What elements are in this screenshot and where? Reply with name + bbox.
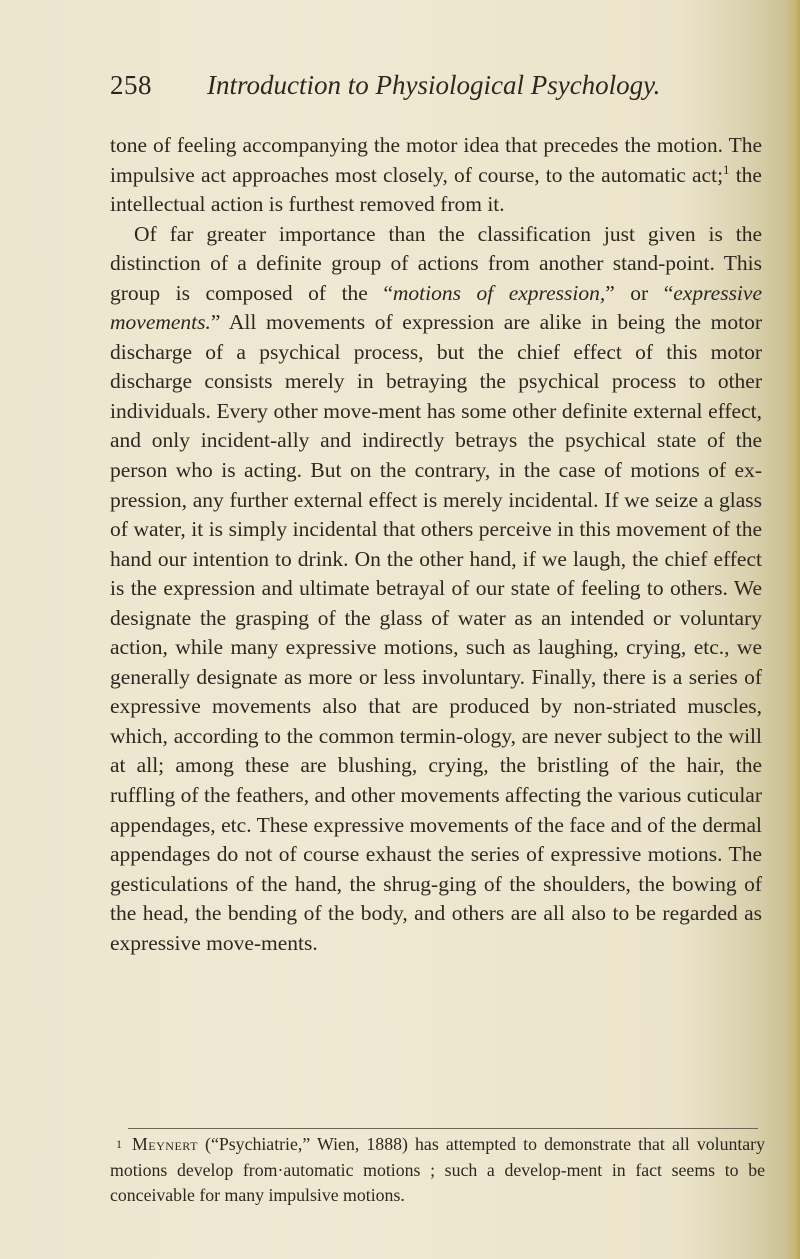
footnote-text: (“Psychiatrie,” Wien, 1888) has attempted to demonstrate that all voluntary motions develop from·automatic motions ; such a develop-ment in fact seems to be conceivable for many impulsive motions.	[110, 1134, 765, 1206]
footnote-author: Meynert	[132, 1134, 198, 1154]
running-title: Introduction to Physiological Psychology.	[207, 70, 661, 100]
italic-phrase-motions-of-expression: motions of expression,	[392, 280, 606, 305]
paragraph-2-part-a: Of far greater importance than the classification just given is the distinction of a definite group of actions from another stand-point. This group is composed of the “	[110, 221, 762, 305]
main-text	[110, 131, 762, 958]
paragraph-1-tail: the intellectual action is furthest removed from it.	[110, 162, 762, 217]
paragraph-2	[110, 220, 762, 959]
page-edge-shadow	[786, 0, 800, 1259]
page-number: 258	[110, 70, 152, 100]
paragraph-2-part-c: ” All movements of expression are alike in being the motor discharge of a psychical process, but the chief effect of this motor discharge consists merely in betraying the psychical process to other individuals. Every other move-ment has some other definite external effect, and only incident-ally and indirectly betrays the psychical state of the person who is acting. But on the contrary, in the case of motions of ex-pression, any further external effect is merely incidental. If we seize a glass of water, it is simply incidental that others perceive in this movement of the hand our intention to drink. On the other hand, if we laugh, the chief effect is the expression and ultimate betrayal of our state of feeling to others. We designate the grasping of the glass of water as an intended or voluntary action, while many expressive motions, such as laughing, crying, etc., we generally designate as more or less involuntary. Finally, there is a series of expressive movements also that are produced by non-striated muscles, which, according to the common termin-ology, are never subject to the will at all; among these are blushing, crying, the bristling of the hair, the ruffling of the feathers, and other movements affecting the various cuticular appendages, etc. These expressive movements of the face and of the dermal appendages do not of course exhaust the series of expressive motions. The gesticulations of the hand, the shrug-ging of the shoulders, the bowing of the head, the bending of the body, and others are all also to be regarded as expressive move-ments.	[110, 310, 762, 955]
paragraph-1	[110, 131, 762, 220]
paragraph-1-text: tone of feeling accompanying the motor idea that precedes the motion. The impulsive act approaches most closely, of course, to the automatic act;	[110, 133, 762, 187]
page-header	[110, 70, 750, 110]
footnote	[110, 1132, 765, 1209]
italic-phrase-expressive-movements: expressive movements.	[110, 280, 762, 335]
footnote-reference: 1	[723, 161, 730, 177]
footnote-paragraph	[110, 1132, 765, 1209]
footnote-divider	[128, 1128, 758, 1129]
paragraph-2-part-b: ” or “	[605, 280, 674, 305]
footnote-mark: 1	[116, 1137, 122, 1151]
